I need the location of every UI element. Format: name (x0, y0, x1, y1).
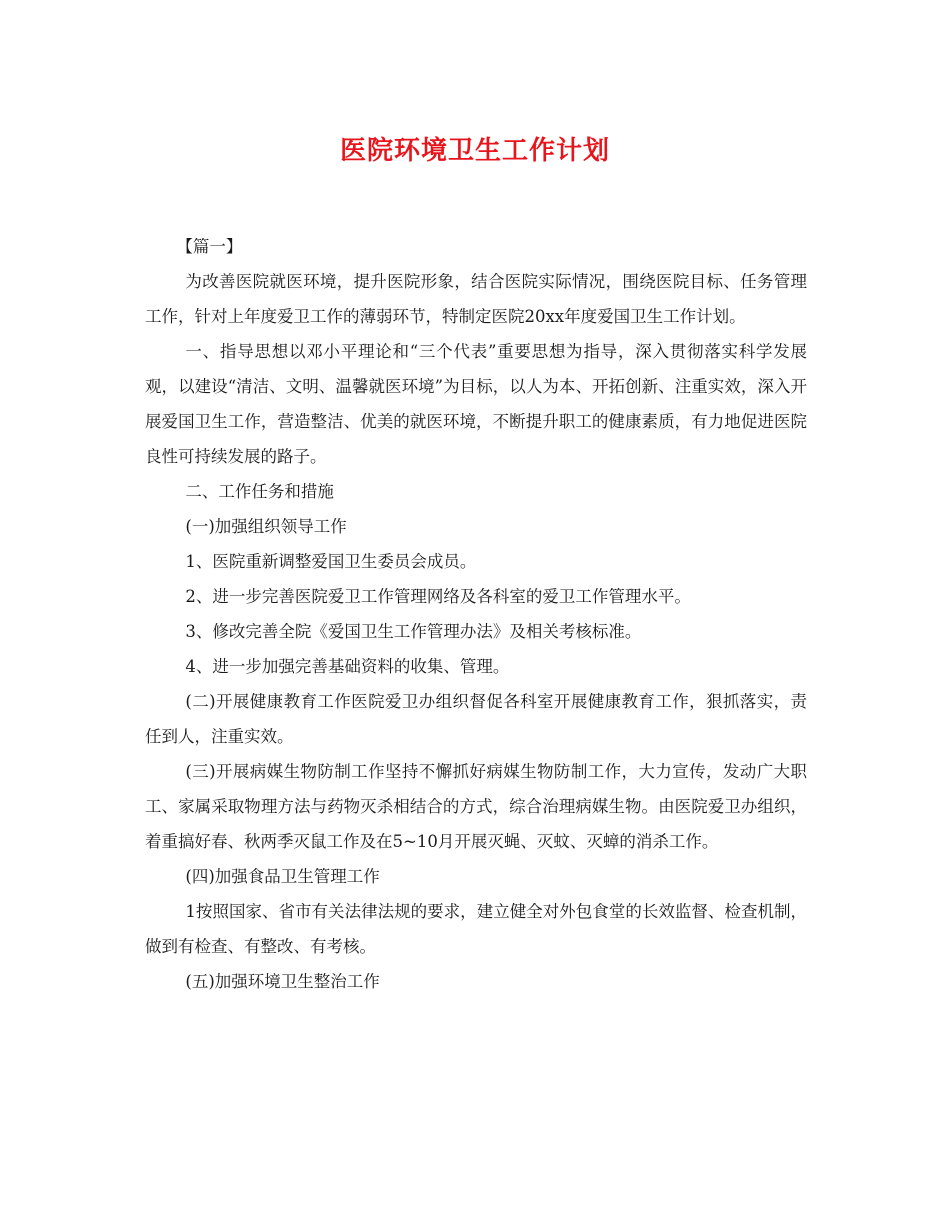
list-item: 1按照国家、省市有关法律法规的要求，建立健全对外包食堂的长效监督、检查机制，做到有检查、有整改、有考核。 (145, 902, 807, 956)
list-item: 4、进一步加强完善基础资料的收集、管理。 (185, 657, 510, 676)
list-item: 3、修改完善全院《爱国卫生工作管理办法》及相关考核标准。 (185, 622, 642, 641)
section-label: 【篇一】 (176, 237, 243, 256)
subheading-food-hygiene: (四)加强食品卫生管理工作 (185, 867, 380, 886)
paragraph-intro: 为改善医院就医环境，提升医院形象，结合医院实际情况，围绕医院目标、任务管理工作，针对上年度爱卫工作的薄弱环节，特制定医院20xx年度爱国卫生工作计划。 (145, 272, 807, 326)
document-body (145, 229, 807, 999)
list-item: 2、进一步完善医院爱卫工作管理网络及各科室的爱卫工作管理水平。 (185, 587, 691, 606)
paragraph-guiding-ideology: 一、指导思想以邓小平理论和“三个代表”重要思想为指导，深入贯彻落实科学发展观，以建设“清洁、文明、温馨就医环境”为目标，以人为本、开拓创新、注重实效，深入开展爱国卫生工作，营造整洁、优美的就医环境，不断提升职工的健康素质，有力地促进医院良性可持续发展的路子。 (145, 342, 807, 466)
paragraph-vector-control: (三)开展病媒生物防制工作坚持不懈抓好病媒生物防制工作，大力宣传，发动广大职工、家属采取物理方法与药物灭杀相结合的方式，综合治理病媒生物。由医院爱卫办组织，着重搞好春、秋两季灭鼠工作及在5~10月开展灭蝇、灭蚊、灭蟑的消杀工作。 (145, 762, 807, 851)
heading-tasks-measures: 二、工作任务和措施 (185, 482, 334, 501)
paragraph-health-education: (二)开展健康教育工作医院爱卫办组织督促各科室开展健康教育工作，狠抓落实，责任到人，注重实效。 (145, 692, 807, 746)
subheading-environment: (五)加强环境卫生整治工作 (185, 972, 380, 991)
document-title: 医院环境卫生工作计划 (339, 136, 610, 166)
subheading-organization: (一)加强组织领导工作 (185, 517, 347, 536)
list-item: 1、医院重新调整爱国卫生委员会成员。 (185, 552, 477, 571)
